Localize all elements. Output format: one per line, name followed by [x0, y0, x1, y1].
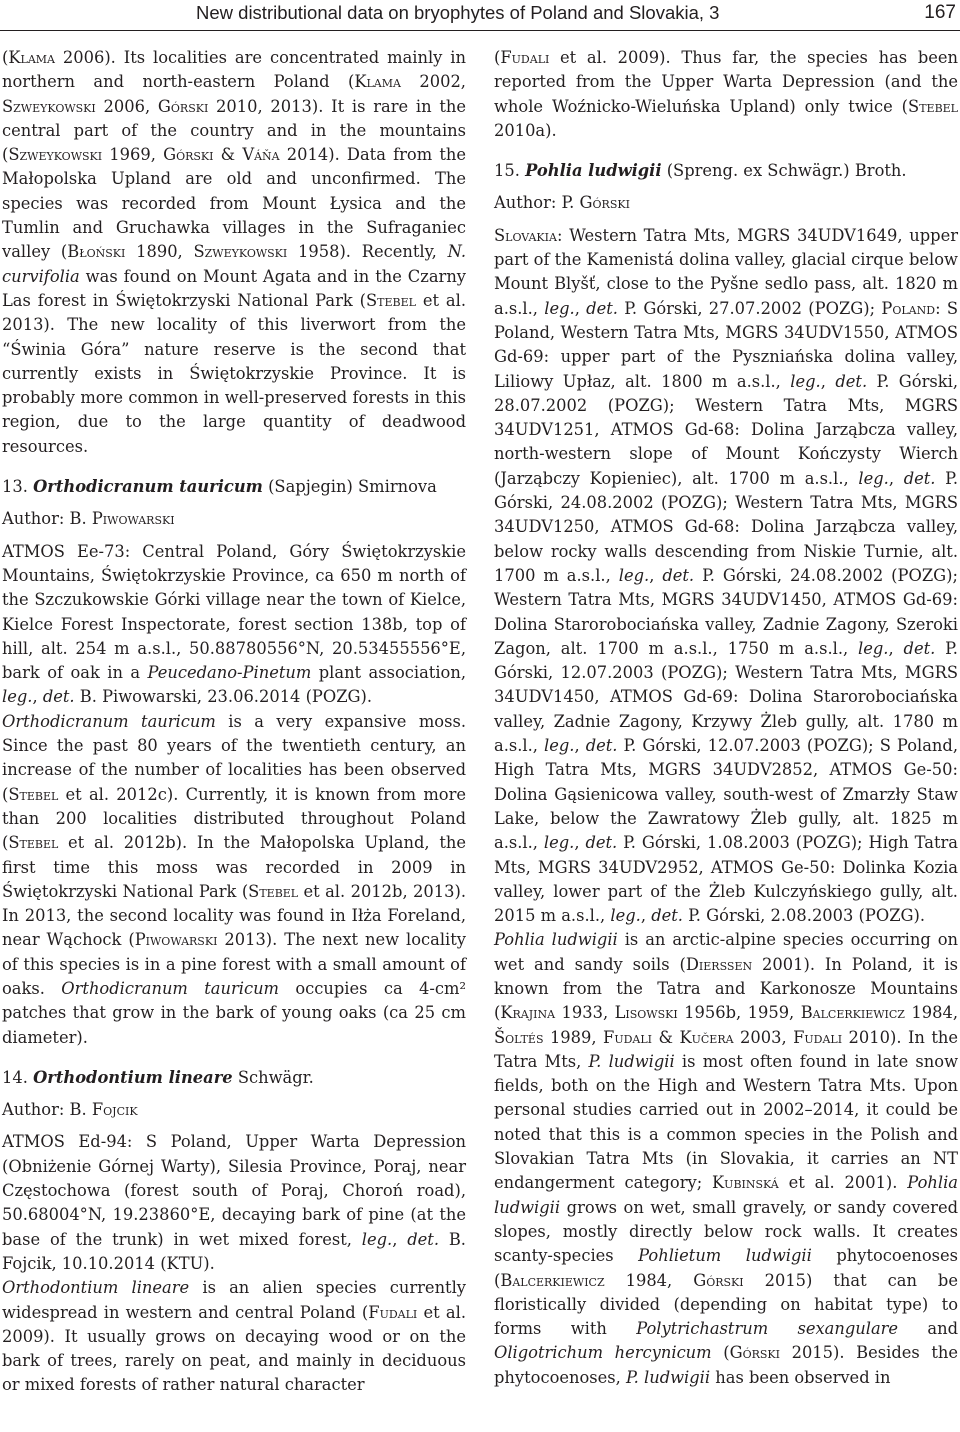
cited-author: Fudali [793, 1027, 843, 1047]
italic-term: det. [586, 298, 618, 318]
specimen-record-13: ATMOS Ee-73: Central Poland, Góry Świętokrzyskie Mountains, Świętokrzyskie Province, ca 650 m north of the Szczukowskie Górki village near the town of Kielce, Kielce Forest Inspectorate, forest section 138b, top of hill, alt. 254 m a.s.l., 50.88780556°N, 20.53455556°E, bark of oak in a Peucedano-Pinetum plant association, leg., det. B. Piwowarski, 23.06.2014 (POZG). [2, 541, 466, 707]
italic-term: det. [585, 736, 618, 756]
species-heading-13: 13. Orthodicranum tauricum (Sapjegin) Smirnova [2, 477, 437, 497]
italic-term: det. [42, 687, 75, 707]
left-column [2, 46, 466, 1398]
cited-author: Dierssen [685, 954, 753, 974]
cited-author: Slovakia [494, 225, 557, 245]
species-heading-14: 14. Orthodontium lineare Schwägr. [2, 1067, 314, 1087]
cited-author: Stebel [248, 881, 299, 901]
italic-term: P. ludwigii [626, 1367, 711, 1387]
cited-author: Lisowski [614, 1003, 678, 1023]
italic-term: Peucedano-Pinetum [147, 663, 312, 683]
cited-author: Váňa [242, 145, 280, 165]
cited-author: Fudali [368, 1302, 418, 1322]
italic-term: Pohlia ludwigii [494, 1173, 958, 1217]
cited-author: Górski [163, 145, 214, 165]
species-notes-14: Orthodontium lineare is an alien species currently widespread in western and central Poland (Fudali et al. 2009). It usually grows on decaying wood or on the bark of trees, rarely on peat, and mainly in deciduous or mixed forests of rather natural character [2, 1278, 467, 1395]
italic-term: Polytrichastrum sexangulare [636, 1319, 899, 1339]
italic-term: leg. [858, 468, 889, 488]
italic-term: Pohlia ludwigii [494, 930, 618, 950]
italic-term: det. [585, 833, 618, 853]
cited-author: Fudali [603, 1027, 653, 1047]
cited-author: Fojcik [91, 1100, 138, 1120]
italic-term: Orthodicranum tauricum [61, 978, 279, 998]
italic-term: leg. [544, 298, 575, 318]
cited-author: Szweykowski [2, 96, 96, 116]
cited-author: Kubinská [712, 1173, 779, 1193]
cited-author: Balcerkiewicz [800, 1003, 905, 1023]
italic-term: P. ludwigii [588, 1051, 675, 1071]
running-header [0, 0, 960, 31]
paragraph-continued: (Fudali et al. 2009). Thus far, the species has been reported from the Upper Warta Depression (and the whole Woźnicko-Wieluńska Upland) only twice (Stebel 2010a). [494, 48, 958, 140]
cited-author: Błoński [67, 242, 126, 262]
specimen-record-15: Slovakia: Western Tatra Mts, MGRS 34UDV1649, upper part of the Kamenistá dolina valley, glacial cirque below Mount Blyšť, close to the Pyšne sedlo pass, alt. 1820 m a.s.l., leg., det. P. Górski, 27.07.2002 (POZG); Poland: S Poland, Western Tatra Mts, MGRS 34UDV1550, ATMOS Gd-69: upper part of the Pyszniańska dolina valley, Liliowy Upłaz, alt. 1800 m a.s.l., leg., det. P. Górski, 28.07.2002 (POZG); Western Tatra Mts, MGRS 34UDV1251, ATMOS Gd-68: Dolina Jarząbcza valley, north-western slope of Mount Kończysty Wierch (Jarząbczy Kopieniec), alt. 1700 m a.s.l., leg., det. P. Górski, 24.08.2002 (POZG); Western Tatra Mts, MGRS 34UDV1250, ATMOS Gd-68: Dolina Jarząbcza valley, below rocky walls descending from Niskie Turnie, alt. 1700 m a.s.l., leg., det. P. Górski, 24.08.2002 (POZG); Western Tatra Mts, MGRS 34UDV1450, ATMOS Gd-69: Dolina Starorobociańska valley, Zadnie Zagony, Szeroki Zagon, alt. 1700 m a.s.l., 1750 m a.s.l., leg., det. P. Górski, 12.07.2003 (POZG); Western Tatra Mts, MGRS 34UDV1450, ATMOS Gd-69: Dolina Starorobociańska valley, Zadnie Zagony, Krzywy Żleb gully, alt. 1780 m a.s.l., leg., det. P. Górski, 12.07.2003 (POZG); S Poland, High Tatra Mts, MGRS 34UDV2852, ATMOS Ge-50: Dolina Gąsienicowa valley, south-west of Zmarzły Staw Lake, below the Zawratowy Żleb gully, alt. 1825 m a.s.l., leg., det. P. Górski, 1.08.2003 (POZG); High Tatra Mts, MGRS 34UDV2952, ATMOS Ge-50: Dolinka Kozia valley, lower part of the Żleb Kulczyńskiego gully, alt. 2015 m a.s.l., leg., det. P. Górski, 2.08.2003 (POZG). [494, 225, 958, 926]
cited-author: Klama [8, 48, 55, 67]
italic-term: leg. [544, 736, 575, 756]
cited-author: Piwowarski [91, 509, 175, 529]
right-column [494, 46, 958, 1390]
specimen-record-14: ATMOS Ed-94: S Poland, Upper Warta Depression (Obniżenie Górnej Warty), Silesia Province, Poraj, near Częstochowa (forest south of Poraj, Choroń road), 50.68004°N, 19.23860°E, decaying bark of pine (at the base of the trunk) in wet mixed forest, leg., det. B. Fojcik, 10.10.2014 (KTU). [2, 1132, 466, 1273]
author-line-14: Author: B. Fojcik [2, 1100, 138, 1120]
author-line-15: Author: P. Górski [494, 193, 630, 213]
cited-author: Stebel [8, 784, 59, 804]
italic-term: det. [407, 1229, 440, 1249]
italic-term: det. [651, 906, 683, 926]
species-notes-13: Orthodicranum tauricum is a very expansive moss. Since the past 80 years of the twentieth century, an increase of the number of localities has been observed (Stebel et al. 2012c). Currently, it is known from more than 200 localities distributed throughout Poland (Stebel et al. 2012b). In the Małopolska Upland, the first time this moss was recorded in 2009 in Świętokrzyski National Park (Stebel et al. 2012b, 2013). In 2013, the second locality was found in Iłża Foreland, near Wąchock (Piwowarski 2013). The next new locality of this species is in a pine forest with a small amount of oaks. Orthodicranum tauricum occupies ca 4-cm² patches that grow in the bark of young oaks (ca 25 cm diameter). [2, 711, 466, 1047]
cited-author: Górski [579, 193, 630, 213]
cited-author: Kučera [679, 1027, 734, 1047]
cited-author: Szweykowski [8, 145, 103, 165]
italic-term: leg. [2, 687, 33, 707]
italic-term: Orthodicranum tauricum [2, 711, 216, 731]
cited-author: Šoltés [494, 1027, 544, 1047]
italic-term: det. [903, 468, 936, 488]
cited-author: Stebel [908, 96, 958, 116]
italic-term: leg. [543, 833, 575, 853]
cited-author: Górski [693, 1270, 744, 1290]
italic-term: leg. [790, 371, 821, 391]
italic-term: Oligotrichum hercynicum [494, 1343, 712, 1363]
species-notes-15: Pohlia ludwigii is an arctic-alpine species occurring on wet and sandy soils (Dierssen 2001). In Poland, it is known from the Tatra and Karkonosze Mountains (Krajina 1933, Lisowski 1956b, 1959, Balcerkiewicz 1984, Šoltés 1989, Fudali & Kučera 2003, Fudali 2010). In the Tatra Mts, P. ludwigii is most often found in late snow fields, both on the High and Western Tatra Mts. Upon personal studies carried out in 2002–2014, it could be noted that this is a common species in the Polish and Slovakian Tatra Mts (in Slovakia, it carries an NT endangerment category; Kubinská et al. 2001). Pohlia ludwigii grows on wet, small gravely, or sandy covered slopes, mostly directly below rock walls. It creates scanty-species Pohlietum ludwigii phytocoenoses (Balcerkiewicz 1984, Górski 2015) that can be floristically divided (depending on habitat type) to forms with Polytrichastrum sexangulare and Oligotrichum hercynicum (Górski 2015). Besides the phytocoenoses, P. ludwigii has been observed in [494, 930, 959, 1387]
species-heading-15: 15. Pohlia ludwigii (Spreng. ex Schwägr.) Broth. [494, 161, 907, 181]
author-line-13: Author: B. Piwowarski [2, 509, 175, 529]
italic-term: Orthodontium lineare [33, 1067, 233, 1087]
italic-term: Orthodontium lineare [2, 1278, 190, 1298]
cited-author: Klama [354, 72, 401, 92]
italic-term: leg. [361, 1229, 393, 1249]
cited-author: Krajina [500, 1003, 556, 1023]
cited-author: Piwowarski [134, 930, 218, 950]
cited-author: Stebel [8, 833, 59, 853]
italic-term: leg. [618, 565, 650, 585]
cited-author: Balcerkiewicz [500, 1270, 605, 1290]
cited-author: Stebel [366, 290, 416, 310]
italic-term: det. [903, 638, 936, 658]
italic-term: det. [662, 565, 695, 585]
italic-term: Pohlia ludwigii [525, 161, 662, 181]
italic-term: Pohlietum ludwigii [638, 1246, 812, 1266]
page-number: 167 [924, 2, 956, 23]
cited-author: Górski [729, 1343, 780, 1363]
italic-term: leg. [858, 638, 889, 658]
italic-term: N. curvifolia [2, 242, 466, 286]
cited-author: Szweykowski [193, 242, 288, 262]
paragraph-continued: (Klama 2006). Its localities are concentrated mainly in northern and north-eastern Poland (Klama 2002, Szweykowski 2006, Górski 2010, 2013). It is rare in the central part of the country and in the mountains (Szweykowski 1969, Górski & Váňa 2014). Data from the Małopolska Upland are old and unconfirmed. The species was recorded from Mount Łysica and the Tumlin and Gruchawka villages in the Sufraganiec valley (Błoński 1890, Szweykowski 1958). Recently, N. curvifolia was found on Mount Agata and in the Czarny Las forest in Świętokrzyski National Park (Stebel et al. 2013). The new locality of this liverwort from the “Świnia Góra” nature reserve is the second that currently exists in Świętokrzyskie Province. It is probably more common in well-preserved forests in this region, due to the large quantity of deadwood resources. [2, 48, 466, 456]
cited-author: Górski [157, 96, 209, 116]
italic-term: Orthodicranum tauricum [33, 477, 263, 497]
italic-term: leg. [610, 906, 641, 926]
running-title: New distributional data on bryophytes of Poland and Slovakia, 3 [196, 2, 720, 23]
italic-term: det. [835, 371, 868, 391]
cited-author: Fudali [500, 48, 550, 67]
cited-author: Poland [881, 298, 936, 318]
